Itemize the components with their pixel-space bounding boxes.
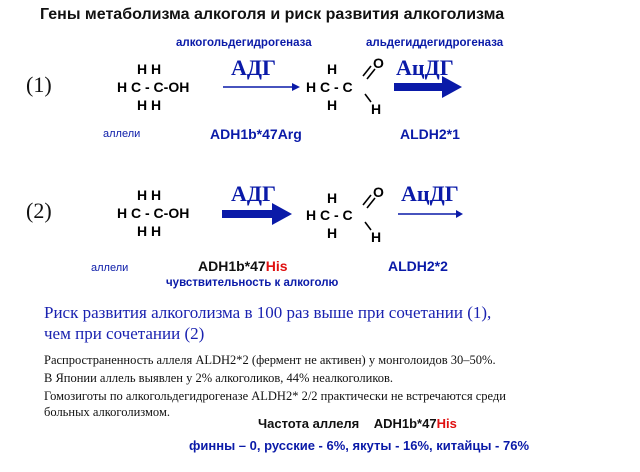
row2-sensitivity-label: чувствительность к алкоголю bbox=[166, 277, 339, 289]
aldh-enzyme-name: альдегиддегидрогеназа bbox=[366, 37, 504, 49]
row2-aldh-arrow bbox=[398, 210, 463, 218]
row2-adh-gene-suffix: His bbox=[265, 258, 288, 274]
row1-acetaldehyde-h-bottom: H bbox=[327, 97, 338, 113]
row1-acetaldehyde-middle: H C - C bbox=[306, 79, 353, 95]
frequency-label: Частота аллеля bbox=[258, 416, 360, 431]
row1-number: (1) bbox=[26, 72, 52, 97]
row2-ethanol-middle: H C - C-OH bbox=[117, 205, 190, 221]
row1-aldh-label: АцДГ bbox=[396, 55, 454, 80]
frequency-gene-suffix: His bbox=[436, 416, 457, 431]
row1-acetaldehyde-h-right: H bbox=[371, 101, 382, 117]
page-title: Гены метаболизма алкоголя и риск развития алкоголизма bbox=[40, 6, 505, 23]
row2-acetaldehyde-h-bottom: H bbox=[327, 225, 338, 241]
row2-acetaldehyde-middle: H C - C bbox=[306, 207, 353, 223]
row1-acetaldehyde-h-top: H bbox=[327, 61, 338, 77]
row1-ethanol-middle: H C - C-OH bbox=[117, 79, 190, 95]
adh-enzyme-name: алкогольдегидрогеназа bbox=[176, 37, 312, 49]
row1-adh-label: АДГ bbox=[231, 55, 277, 80]
row1-acetaldehyde-oxygen: O bbox=[373, 55, 384, 71]
row1-adh-arrow bbox=[223, 83, 300, 91]
row1-adh-gene: ADH1b*47Arg bbox=[210, 126, 302, 142]
risk-line-2: чем при сочетании (2) bbox=[44, 324, 205, 343]
row1-ethanol-h-top: H H bbox=[137, 61, 162, 77]
row2-acetaldehyde-h-right: H bbox=[371, 229, 382, 245]
frequency-values: финны – 0, русские - 6%, якуты - 16%, китайцы - 76% bbox=[189, 438, 530, 453]
frequency-gene-prefix: ADH1b*47 bbox=[373, 416, 437, 431]
row2-aldh-gene: ALDH2*2 bbox=[388, 258, 448, 274]
row1-aldh-gene: ALDH2*1 bbox=[400, 126, 460, 142]
row2-acetaldehyde-oxygen: O bbox=[373, 184, 384, 200]
row2-adh-gene-prefix: ADH1b*47 bbox=[198, 258, 266, 274]
frequency-line bbox=[258, 416, 457, 431]
row2-ethanol-h-top: H H bbox=[137, 187, 162, 203]
row2-acetaldehyde-h-top: H bbox=[327, 190, 338, 206]
row2-adh-label: АДГ bbox=[231, 181, 277, 206]
row1-allele-label: аллели bbox=[103, 128, 141, 140]
note-line-3: Гомозиготы по алкогольдегидрогеназе ALDH2* 2/2 практически не встречаются среди bbox=[44, 389, 506, 403]
row2-ethanol-h-bottom: H H bbox=[137, 223, 162, 239]
row2-allele-label: аллели bbox=[91, 262, 129, 274]
row1-ethanol-h-bottom: H H bbox=[137, 97, 162, 113]
row2-aldh-label: АцДГ bbox=[401, 181, 459, 206]
note-line-4: больных алкоголизмом. bbox=[44, 405, 170, 419]
note-line-1: Распространенность аллеля ALDH2*2 (фермент не активен) у монголоидов 30–50%. bbox=[44, 353, 496, 367]
note-line-2: В Японии аллель выявлен у 2% алкоголиков, 44% неалкоголиков. bbox=[44, 371, 394, 385]
row2-adh-gene bbox=[198, 258, 288, 274]
row2-number: (2) bbox=[26, 198, 52, 223]
risk-line-1: Риск развития алкоголизма в 100 раз выше при сочетании (1), bbox=[44, 303, 492, 322]
